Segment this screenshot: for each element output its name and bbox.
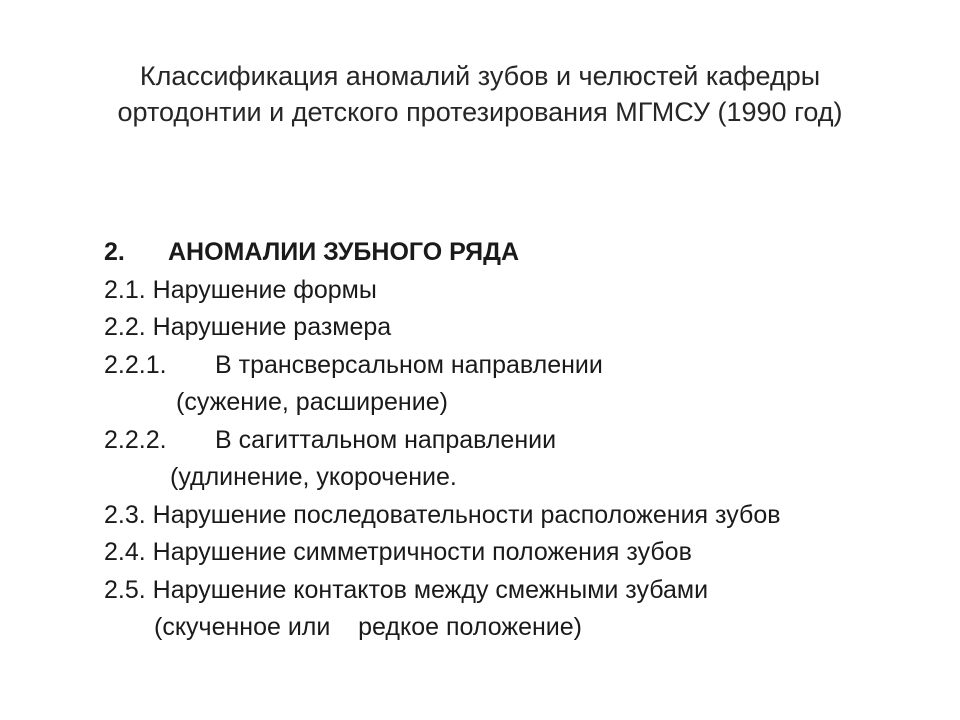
list-item-2-5-note: (скученное или редкое положение) <box>154 613 582 641</box>
title-line-2: ортодонтии и детского протезирования МГМСУ (1990 год) <box>117 97 843 127</box>
list-item-2-2-1 <box>104 347 924 385</box>
list-item-2-2-2 <box>104 422 924 460</box>
slide-title <box>60 58 900 130</box>
list-item-2-2: 2.2. Нарушение размера <box>104 313 392 341</box>
list-item-2-3: 2.3. Нарушение последовательности расположения зубов <box>104 500 781 529</box>
section-number: 2. <box>104 238 125 266</box>
list-item-number: 2.2.1. <box>104 350 167 379</box>
list-item-2-5: 2.5. Нарушение контактов между смежными зубами <box>104 575 709 604</box>
list-item-2-1: 2.1. Нарушение формы <box>104 275 377 304</box>
list-item-text: В трансверсальном направлении <box>215 350 603 379</box>
list-item-2-2-2-note: (удлинение, укорочение. <box>170 463 457 491</box>
classification-list <box>104 234 924 647</box>
section-heading <box>104 234 924 272</box>
section-title: АНОМАЛИИ ЗУБНОГО РЯДА <box>168 238 520 266</box>
list-item-2-4: 2.4. Нарушение симметричности положения зубов <box>104 538 692 566</box>
list-item-text: В сагиттальном направлении <box>215 425 557 454</box>
list-item-2-2-1-note: (сужение, расширение) <box>176 388 448 416</box>
title-line-1: Классификация аномалий зубов и челюстей кафедры <box>139 61 821 91</box>
list-item-number: 2.2.2. <box>104 425 167 454</box>
